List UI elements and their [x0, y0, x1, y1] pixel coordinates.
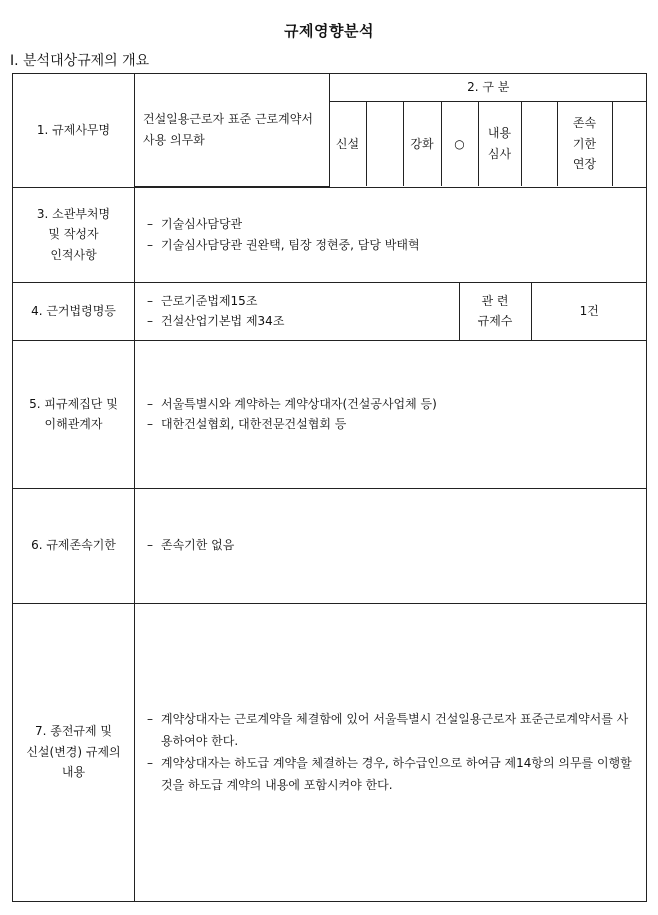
- list-item: – 기술심사담당관 권완택, 팀장 정현중, 담당 박태혁: [147, 235, 636, 255]
- ministry-list: [147, 214, 636, 255]
- list-item: – 근로기준법제15조: [147, 291, 449, 311]
- regulation-overview-table: [12, 73, 647, 902]
- list-item: – 계약상대자는 하도급 계약을 체결하는 경우, 하수급인으로 하여금 제14항의 의무를 이행할 것을 하도급 계약의 내용에 포함시켜야 한다.: [147, 752, 636, 796]
- list-item: – 건설산업기본법 제34조: [147, 311, 449, 331]
- label-legal-basis: 4. 근거법령명등: [13, 282, 135, 340]
- related-count-value: 1건: [531, 283, 647, 340]
- option-content-review-mark: [521, 101, 557, 186]
- option-strengthen-mark: ○: [441, 101, 478, 186]
- option-content-review: 내용 심사: [478, 101, 521, 186]
- related-count-label: 관 련 규제수: [459, 283, 531, 340]
- label-sunset: 6. 규제존속기한: [13, 488, 135, 603]
- option-extension-mark: [612, 101, 647, 186]
- option-new: 신설: [329, 101, 366, 186]
- regulation-content-list: [147, 708, 636, 797]
- row-regulation-name: [13, 74, 647, 188]
- category-header: 2. 구 분: [329, 74, 647, 101]
- regulated-group-list: [147, 394, 636, 435]
- option-new-mark: [366, 101, 403, 186]
- regulation-name-value: 건설일용근로자 표준 근로계약서 사용 의무화: [143, 111, 313, 147]
- label-regulation-name: 1. 규제사무명: [13, 74, 135, 188]
- row-regulated-group: [13, 340, 647, 488]
- legal-basis-list: [147, 291, 449, 332]
- row-sunset: [13, 488, 647, 603]
- list-item: – 대한건설협회, 대한전문건설협회 등: [147, 414, 636, 434]
- section-heading: Ⅰ. 분석대상규제의 개요: [10, 53, 150, 69]
- label-ministry: 3. 소관부처명 및 작성자 인적사항: [13, 187, 135, 282]
- row-legal-basis: [13, 282, 647, 340]
- list-item: – 기술심사담당관: [147, 214, 636, 234]
- option-extension: 존속 기한 연장: [557, 101, 612, 186]
- list-item: – 존속기한 없음: [147, 535, 636, 555]
- option-strengthen: 강화: [403, 101, 441, 186]
- list-item: – 계약상대자는 근로계약을 체결함에 있어 서울특별시 건설일용근로자 표준근로계약서를 사용하여야 한다.: [147, 708, 636, 752]
- label-regulated-group: 5. 피규제집단 및 이해관계자: [13, 340, 135, 488]
- sunset-list: [147, 535, 636, 555]
- label-regulation-content: 7. 종전규제 및 신설(변경) 규제의 내용: [13, 603, 135, 901]
- row-regulation-content: [13, 603, 647, 901]
- row-ministry: [13, 187, 647, 282]
- list-item: – 서울특별시와 계약하는 계약상대자(건설공사업체 등): [147, 394, 636, 414]
- document-title: 규제영향분석: [284, 22, 374, 40]
- category-grid: [135, 74, 647, 187]
